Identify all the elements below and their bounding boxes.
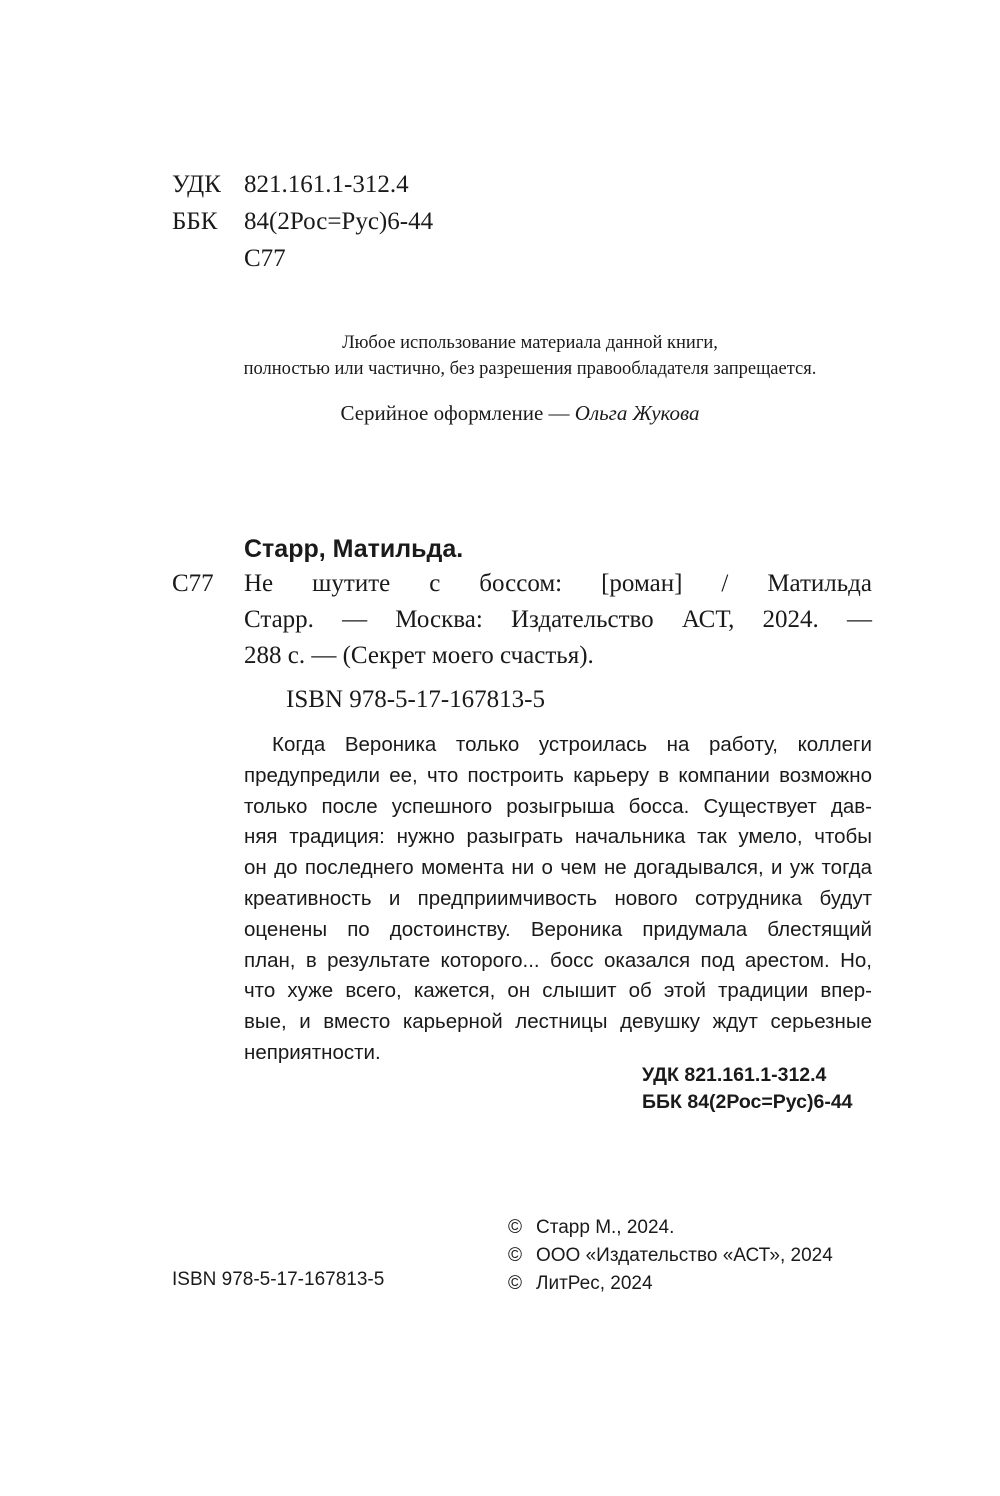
copyright-icon: © — [508, 1273, 522, 1294]
annotation-line: он до последнего момента ни о чем не догадывался, и уж тогда — [244, 856, 872, 880]
bbk-bold: ББК 84(2Рос=Рус)6-44 — [642, 1091, 853, 1113]
entry-author: Старр, Матильда. — [244, 535, 464, 563]
copyright-line — [508, 1242, 833, 1270]
udk-row — [172, 166, 433, 203]
design-label: Серийное оформление — — [340, 401, 570, 425]
bbk-value: 84(2Рос=Рус)6-44 — [244, 208, 434, 235]
copyright-text: ЛитРес, 2024 — [536, 1273, 653, 1294]
annotation-line: предупредили ее, что построить карьеру в компании возможно — [244, 763, 872, 787]
annotation-line: неприятности. — [244, 1040, 381, 1064]
annotation-line: что хуже всего, кажется, он слышит об этой традиции впер- — [244, 979, 872, 1003]
classification-block — [172, 166, 433, 277]
annotation-line: Когда Вероника только устроилась на работу, коллеги — [272, 733, 872, 756]
annotation-line: креативность и предприимчивость нового сотрудника будут — [244, 886, 872, 910]
copyright-notice — [100, 330, 960, 382]
annotation-line: план, в результате которого... босс оказался под арестом. Но, — [244, 948, 872, 972]
copyright-list — [508, 1214, 833, 1298]
annotation-line: вые, и вместо карьерной лестницы девушку ждут серьезные — [244, 1010, 872, 1034]
udc-bbk-bold — [642, 1062, 853, 1116]
annotation-line: няя традиция: нужно разыграть начальника так умело, чтобы — [244, 825, 872, 849]
bbk-row — [172, 203, 433, 240]
entry-description — [244, 566, 872, 674]
bbk-label: ББК — [172, 208, 218, 235]
entry-line: 288 с. — (Секрет моего счастья). — [244, 642, 594, 669]
annotation — [244, 730, 872, 1069]
copyright-line — [508, 1214, 833, 1242]
entry-line: Не шутите с боссом: [роман] / Матильда — [244, 570, 872, 597]
udk-value: 821.161.1-312.4 — [244, 171, 409, 198]
udk-label: УДК — [172, 171, 221, 198]
entry-isbn: ISBN 978-5-17-167813-5 — [286, 686, 546, 713]
notice-line: Любое использование материала данной книги, — [342, 333, 718, 353]
annotation-line: только после успешного розыгрыша босса. Существует дав- — [244, 794, 872, 818]
copyright-text: Старр М., 2024. — [536, 1217, 675, 1238]
copyright-icon: © — [508, 1245, 522, 1266]
author-code: С77 — [244, 245, 286, 272]
entry-line: Старр. — Москва: Издательство АСТ, 2024. — — [244, 606, 872, 633]
footer-isbn: ISBN 978-5-17-167813-5 — [172, 1269, 385, 1290]
notice-line: полностью или частично, без разрешения правообладателя запрещается. — [243, 359, 817, 379]
series-design-credit — [100, 398, 940, 428]
copyright-text: ООО «Издательство «АСТ», 2024 — [536, 1245, 833, 1266]
udk-bold: УДК 821.161.1-312.4 — [642, 1064, 827, 1086]
copyright-line — [508, 1270, 833, 1298]
copyright-icon: © — [508, 1217, 522, 1238]
designer-name: Ольга Жукова — [574, 401, 700, 425]
annotation-line: оценены по достоинству. Вероника придумала блестящий — [244, 917, 872, 941]
entry-code: С77 — [172, 570, 214, 597]
